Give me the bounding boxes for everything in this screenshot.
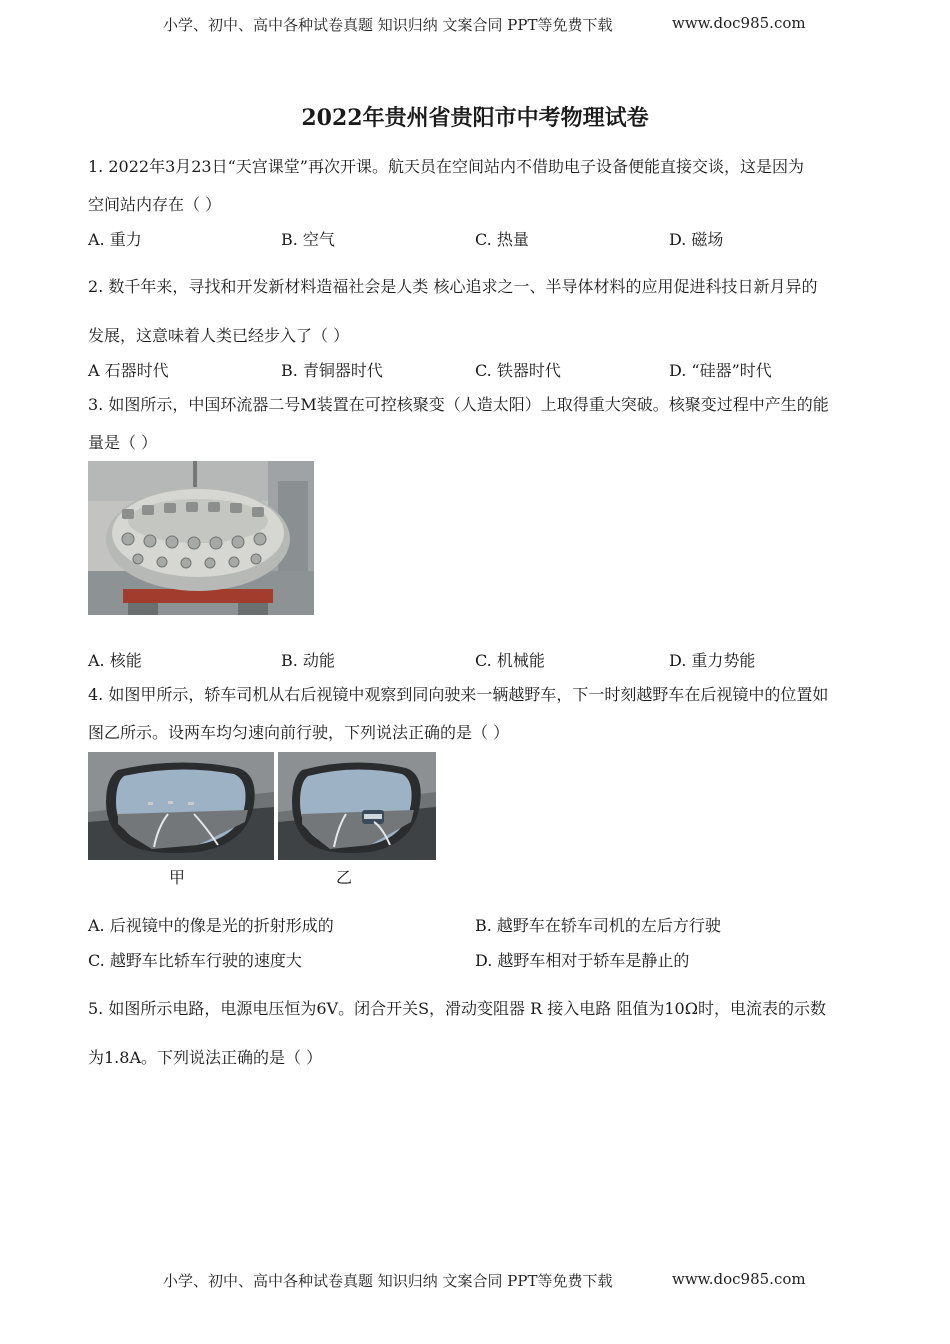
q3-option-b: B. 动能 [281,651,335,670]
q2-line1: 2. 数千年来，寻找和开发新材料造福社会是人类 核心追求之一、半导体材料的应用促进科技日新月异的 [88,277,818,296]
q3-line1: 3. 如图所示，中国环流器二号M装置在可控核聚变（人造太阳）上取得重大突破。核聚变过程中产生的能 [88,395,829,414]
caption-jia: 甲 [169,868,186,887]
q1-option-a: A. 重力 [88,230,142,249]
q2-option-d: D. “硅器”时代 [669,361,772,380]
q5-line2: 为1.8A。下列说法正确的是（ ） [88,1048,323,1067]
q3-line2: 量是（ ） [88,433,158,452]
q2-option-c: C. 铁器时代 [475,361,561,380]
page-title: 2022年贵州省贵阳市中考物理试卷 [301,105,649,131]
q4-option-a: A. 后视镜中的像是光的折射形成的 [88,916,334,935]
q2-option-a: A 石器时代 [88,361,169,380]
q1-option-d: D. 磁场 [669,230,724,249]
q4-option-c: C. 越野车比轿车行驶的速度大 [88,951,302,970]
footer-url[interactable]: www.doc985.com [672,1270,806,1288]
tokamak-image [88,461,314,615]
caption-yi: 乙 [336,868,353,887]
q4-option-d: D. 越野车相对于轿车是静止的 [475,951,690,970]
mirror-image-yi [278,752,436,860]
header-url[interactable]: www.doc985.com [672,14,806,32]
footer-text: 小学、初中、高中各种试卷真题 知识归纳 文案合同 PPT等免费下载 [163,1272,613,1290]
mirror-image-jia [88,752,274,860]
q4-option-b: B. 越野车在轿车司机的左后方行驶 [475,916,721,935]
header-text: 小学、初中、高中各种试卷真题 知识归纳 文案合同 PPT等免费下载 [163,16,613,34]
q4-line1: 4. 如图甲所示，轿车司机从右后视镜中观察到同向驶来一辆越野车，下一时刻越野车在后视镜中的位置如 [88,685,829,704]
q4-line2: 图乙所示。设两车均匀速向前行驶，下列说法正确的是（ ） [88,723,510,742]
q1-option-c: C. 热量 [475,230,529,249]
q5-line1: 5. 如图所示电路，电源电压恒为6V。闭合开关S，滑动变阻器 R 接入电路 阻值为10Ω时，电流表的示数 [88,999,826,1018]
q1-line2: 空间站内存在（ ） [88,195,222,214]
q3-option-c: C. 机械能 [475,651,545,670]
q2-line2: 发展，这意味着人类已经步入了（ ） [88,326,350,345]
q3-option-d: D. 重力势能 [669,651,756,670]
q2-option-b: B. 青铜器时代 [281,361,383,380]
q1-line1: 1. 2022年3月23日“天宫课堂”再次开课。航天员在空间站内不借助电子设备便能直接交谈，这是因为 [88,157,804,176]
q3-option-a: A. 核能 [88,651,142,670]
q1-option-b: B. 空气 [281,230,335,249]
